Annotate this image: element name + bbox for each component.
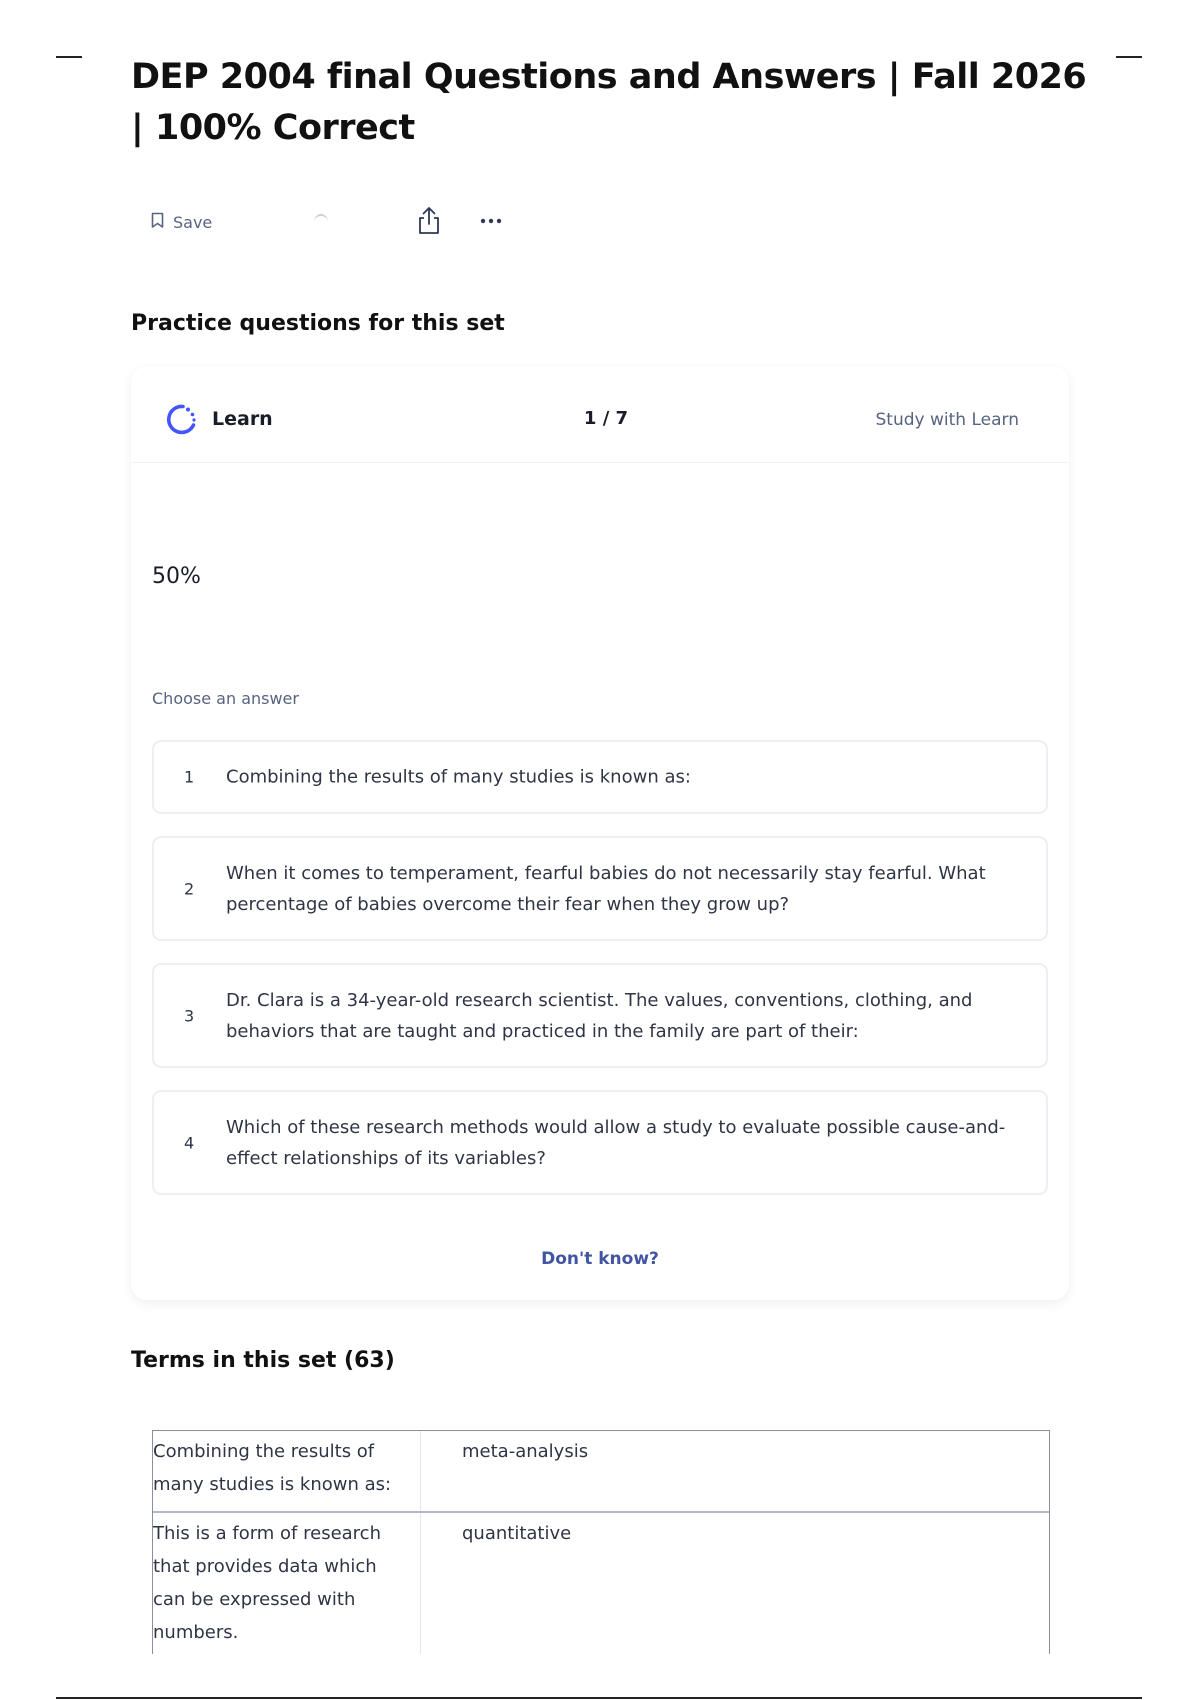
corner-mark-top-left	[56, 56, 82, 58]
definition-cell: quantitative	[462, 1523, 572, 1544]
learn-card	[131, 366, 1069, 1300]
dont-know-button[interactable]: Don't know?	[541, 1249, 659, 1269]
terms-table	[152, 1430, 1050, 1654]
bottom-rule	[56, 1697, 1142, 1699]
loading-spinner-icon	[314, 214, 328, 230]
more-icon	[474, 223, 508, 242]
study-with-learn-link[interactable]: Study with Learn	[875, 410, 1019, 430]
share-icon	[414, 223, 444, 242]
option-text: When it comes to temperament, fearful babies do not necessarily stay fearful. What percentage of babies overcome their fear when they grow up?	[226, 862, 986, 915]
question-progress: 1 / 7	[583, 408, 629, 429]
option-number: 1	[184, 767, 195, 787]
toolbar	[131, 204, 631, 240]
option-number: 2	[184, 879, 195, 898]
learn-header	[131, 366, 1069, 463]
learn-label: Learn	[212, 408, 273, 430]
answer-option-3[interactable]	[152, 963, 1048, 1068]
column-divider	[420, 1431, 421, 1511]
answer-option-4[interactable]	[152, 1090, 1048, 1195]
option-text: Combining the results of many studies is known as:	[226, 766, 691, 788]
bookmark-icon	[151, 212, 164, 233]
more-options-button[interactable]	[474, 204, 508, 238]
save-label: Save	[173, 212, 213, 232]
definition-cell: meta-analysis	[462, 1441, 589, 1462]
answer-option-2[interactable]	[152, 836, 1048, 941]
percent-label: 50%	[152, 564, 201, 589]
option-number: 4	[184, 1133, 195, 1152]
column-divider	[420, 1513, 421, 1654]
option-text: Dr. Clara is a 34-year-old research scientist. The values, conventions, clothing, and behaviors that are taught and practiced in the family are part of their:	[226, 989, 973, 1042]
term-row	[153, 1513, 1049, 1654]
save-button[interactable]	[151, 206, 212, 238]
practice-heading: Practice questions for this set	[131, 311, 505, 336]
option-number: 3	[184, 1006, 195, 1025]
terms-heading: Terms in this set (63)	[131, 1348, 395, 1373]
answer-option-1[interactable]	[152, 740, 1048, 814]
page-title: DEP 2004 final Questions and Answers | Fall 2026 | 100% Correct	[131, 57, 1087, 148]
term-cell: Combining the results of many studies is known as:	[153, 1441, 392, 1495]
option-text: Which of these research methods would allow a study to evaluate possible cause-and-effect relationships of its variables?	[226, 1116, 1006, 1169]
term-cell: This is a form of research that provides data which can be expressed with numbers.	[153, 1523, 381, 1643]
corner-mark-top-right	[1116, 56, 1142, 58]
term-row	[153, 1431, 1049, 1513]
choose-answer-label: Choose an answer	[152, 689, 299, 708]
learn-icon	[163, 401, 199, 437]
share-button[interactable]	[414, 204, 444, 238]
